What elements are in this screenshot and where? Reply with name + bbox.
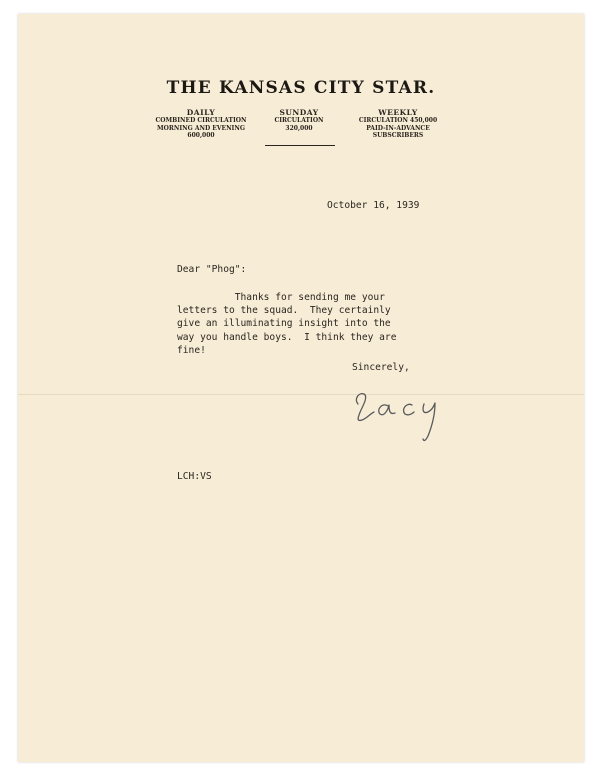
daily-circulation [146,109,256,140]
letter-body: Thanks for sending me your letters to the squad. They certainly give an illuminating insight into the way you handle boys. I think they are fine! [177,292,397,356]
sunday-line-2: 320,000 [285,124,313,132]
letterhead-title: THE KANSAS CITY STAR. [166,78,436,98]
weekly-line-1: CIRCULATION 450,000 [358,117,438,125]
handwritten-signature [348,374,458,442]
weekly-line-2: PAID-IN-ADVANCE [366,124,430,132]
sunday-circulation [244,109,354,132]
letter-sheet [18,14,584,762]
daily-line-1: COMBINED CIRCULATION [155,117,247,125]
weekly-circulation [343,109,453,140]
sunday-line-1: CIRCULATION [274,117,324,125]
typist-initials: LCH:VS [177,471,212,482]
salutation: Dear "Phog": [177,264,247,275]
weekly-heading: WEEKLY [378,108,418,117]
fold-crease [18,394,584,395]
sunday-divider [265,145,335,146]
closing: Sincerely, [352,362,410,373]
letter-date: October 16, 1939 [327,200,420,211]
weekly-line-3: SUBSCRIBERS [372,132,424,140]
daily-line-3: 600,000 [187,132,215,140]
daily-line-2: MORNING AND EVENING [157,124,245,132]
daily-heading: DAILY [186,108,216,117]
sunday-heading: SUNDAY [279,108,319,117]
